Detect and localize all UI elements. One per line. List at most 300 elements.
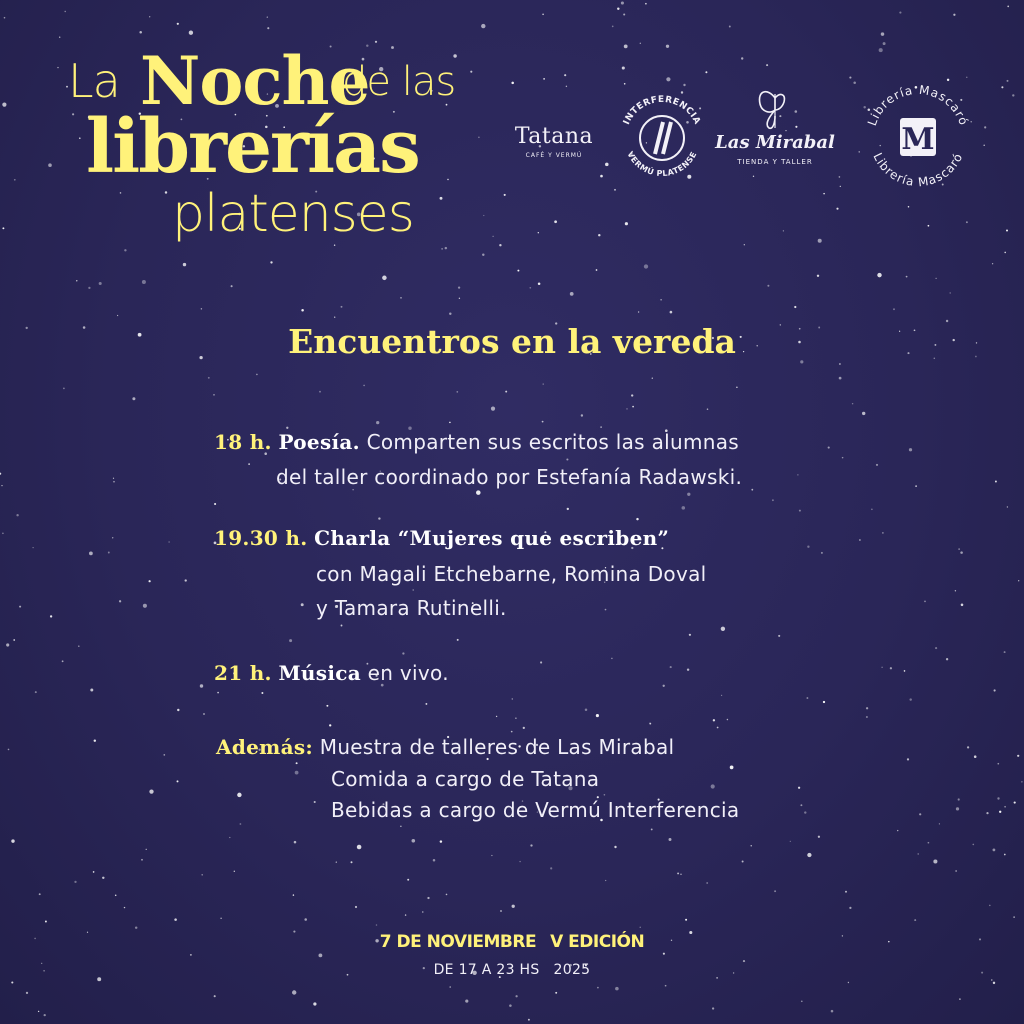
star bbox=[542, 13, 544, 15]
star bbox=[48, 163, 52, 167]
star bbox=[570, 292, 574, 296]
las-mirabal-logo-name: Las Mirabal bbox=[715, 132, 835, 153]
event-title bbox=[60, 40, 480, 260]
program-keyword: Música bbox=[278, 661, 361, 685]
star bbox=[1014, 802, 1016, 804]
star bbox=[638, 311, 639, 312]
program-item-charla-line3: y Tamara Rutinelli. bbox=[316, 596, 507, 620]
ademas-label: Además: bbox=[216, 735, 314, 759]
star bbox=[876, 464, 878, 466]
star bbox=[500, 910, 502, 912]
program-time: 19.30 h. bbox=[214, 526, 308, 550]
mascaro-ring-text-top: Librería Mascaró bbox=[864, 82, 972, 128]
star bbox=[974, 755, 977, 758]
ademas-item-2: Comida a cargo de Tatana bbox=[331, 767, 600, 791]
star bbox=[483, 215, 484, 216]
star bbox=[663, 953, 665, 955]
star bbox=[458, 286, 460, 288]
star bbox=[319, 391, 321, 393]
star bbox=[1007, 6, 1009, 8]
star bbox=[336, 861, 337, 862]
star bbox=[412, 839, 416, 843]
star bbox=[124, 907, 125, 908]
star bbox=[523, 727, 525, 729]
star bbox=[774, 890, 776, 892]
title-platenses: platenses bbox=[172, 184, 414, 244]
star bbox=[237, 793, 241, 797]
star bbox=[511, 82, 514, 85]
star bbox=[849, 77, 851, 79]
ademas-text: Muestra de talleres de Las Mirabal bbox=[319, 735, 675, 759]
star bbox=[801, 1000, 803, 1002]
star bbox=[208, 377, 210, 379]
star bbox=[189, 31, 193, 35]
interferencia-bottom-text: VERMÚ PLATENSE bbox=[625, 150, 699, 179]
star bbox=[783, 230, 784, 231]
star bbox=[958, 798, 960, 800]
star bbox=[407, 879, 409, 881]
star bbox=[459, 298, 460, 299]
star bbox=[828, 447, 830, 449]
star bbox=[1021, 781, 1022, 782]
star bbox=[492, 236, 493, 237]
star bbox=[400, 826, 401, 827]
star bbox=[512, 698, 513, 699]
star bbox=[234, 871, 235, 872]
program-keyword: Charla “Mujeres que escriben” bbox=[314, 526, 670, 550]
star bbox=[16, 514, 18, 516]
star bbox=[665, 985, 667, 987]
star bbox=[742, 861, 744, 863]
star bbox=[294, 841, 297, 844]
star bbox=[555, 992, 557, 994]
star bbox=[201, 308, 202, 309]
star bbox=[986, 812, 988, 814]
star bbox=[991, 979, 992, 980]
star bbox=[329, 724, 331, 726]
star bbox=[422, 911, 423, 912]
mascaro-monogram: M bbox=[901, 122, 935, 157]
star bbox=[919, 813, 921, 815]
star bbox=[217, 692, 219, 694]
star bbox=[295, 771, 299, 775]
star bbox=[405, 914, 406, 915]
star bbox=[849, 907, 851, 909]
program-time: 18 h. bbox=[214, 430, 272, 454]
star bbox=[1004, 854, 1006, 856]
star bbox=[623, 13, 625, 15]
star bbox=[636, 518, 638, 520]
star bbox=[248, 463, 250, 465]
libreria-mascaro-seal-icon bbox=[856, 76, 980, 200]
star bbox=[660, 299, 662, 301]
star bbox=[318, 953, 322, 957]
section-heading: Encuentros en la vereda bbox=[288, 322, 736, 361]
star bbox=[229, 837, 230, 838]
star bbox=[625, 222, 628, 225]
star bbox=[90, 689, 93, 692]
tatana-logo-name: Tatana bbox=[514, 124, 594, 149]
program-time: 21 h. bbox=[214, 661, 272, 685]
star bbox=[935, 278, 936, 279]
star bbox=[567, 508, 569, 510]
tatana-logo-subtitle: CAFÉ Y VERMÚ bbox=[525, 152, 583, 159]
star bbox=[924, 601, 926, 603]
star bbox=[881, 667, 882, 668]
star bbox=[799, 510, 801, 512]
star bbox=[866, 716, 868, 718]
star bbox=[32, 547, 33, 548]
star bbox=[190, 954, 192, 956]
star bbox=[836, 208, 838, 210]
program-description: en vivo. bbox=[367, 661, 449, 685]
star bbox=[632, 406, 634, 408]
star bbox=[614, 189, 616, 191]
star bbox=[270, 261, 272, 263]
star bbox=[893, 308, 895, 310]
star bbox=[705, 71, 707, 73]
star bbox=[821, 552, 823, 554]
star bbox=[504, 194, 506, 196]
star bbox=[141, 859, 143, 861]
libreria-mascaro-logo bbox=[856, 76, 980, 200]
star bbox=[11, 839, 14, 842]
star bbox=[862, 412, 865, 415]
star bbox=[481, 24, 485, 28]
star bbox=[707, 408, 709, 410]
star bbox=[1007, 506, 1008, 507]
star bbox=[955, 590, 956, 591]
star bbox=[617, 8, 619, 10]
star bbox=[108, 552, 110, 554]
star bbox=[45, 921, 47, 923]
star bbox=[909, 698, 911, 700]
star bbox=[142, 280, 146, 284]
star bbox=[2, 227, 4, 229]
star bbox=[729, 26, 731, 28]
star bbox=[512, 905, 515, 908]
star bbox=[946, 658, 948, 660]
footer-date: 7 DE NOVIEMBRE bbox=[379, 932, 537, 952]
star bbox=[670, 666, 672, 668]
star bbox=[59, 36, 60, 37]
star bbox=[727, 719, 729, 721]
star bbox=[687, 493, 690, 496]
footer-hours-year bbox=[0, 962, 1024, 978]
star bbox=[798, 787, 800, 789]
star bbox=[669, 838, 672, 841]
star bbox=[840, 186, 841, 187]
star bbox=[213, 394, 214, 395]
star bbox=[214, 503, 216, 505]
star bbox=[928, 842, 930, 844]
star bbox=[689, 634, 691, 636]
star bbox=[113, 478, 114, 479]
star bbox=[614, 846, 616, 848]
star bbox=[1017, 755, 1019, 757]
star bbox=[88, 287, 90, 289]
star bbox=[427, 897, 429, 899]
star bbox=[604, 794, 606, 796]
interferencia-logo bbox=[612, 88, 712, 188]
star bbox=[713, 719, 715, 721]
star bbox=[220, 918, 221, 919]
butterfly-icon bbox=[712, 86, 838, 136]
star bbox=[540, 661, 542, 663]
star bbox=[457, 639, 459, 641]
star bbox=[994, 689, 996, 691]
star bbox=[293, 894, 294, 895]
star bbox=[859, 539, 861, 541]
title-de-las: de las bbox=[342, 59, 456, 105]
star bbox=[983, 144, 985, 146]
star bbox=[890, 667, 892, 669]
program-item-musica bbox=[214, 661, 449, 685]
star bbox=[304, 918, 307, 921]
title-la: La bbox=[68, 54, 120, 108]
star bbox=[717, 727, 719, 729]
star bbox=[355, 906, 357, 908]
star bbox=[357, 845, 362, 850]
star bbox=[1007, 80, 1009, 82]
star bbox=[711, 784, 715, 788]
star bbox=[376, 924, 378, 926]
star bbox=[491, 407, 495, 411]
star bbox=[89, 552, 93, 556]
star bbox=[177, 709, 179, 711]
star bbox=[341, 306, 343, 308]
star bbox=[174, 918, 177, 921]
star bbox=[78, 645, 80, 647]
star bbox=[38, 1011, 39, 1012]
star bbox=[456, 391, 458, 393]
star bbox=[99, 282, 102, 285]
star bbox=[132, 397, 135, 400]
star bbox=[292, 990, 296, 994]
footer-edition: V EDICIÓN bbox=[550, 932, 645, 952]
star bbox=[682, 506, 686, 510]
star bbox=[465, 1000, 468, 1003]
star bbox=[666, 45, 669, 48]
star bbox=[177, 23, 179, 25]
star bbox=[624, 45, 628, 49]
star bbox=[515, 995, 517, 997]
star bbox=[966, 221, 968, 223]
star bbox=[877, 273, 881, 277]
star bbox=[967, 746, 969, 748]
star bbox=[624, 83, 626, 85]
star bbox=[425, 703, 427, 705]
star bbox=[721, 695, 722, 696]
star bbox=[953, 14, 955, 16]
star bbox=[168, 541, 169, 542]
star bbox=[363, 385, 365, 387]
star bbox=[511, 731, 513, 733]
star bbox=[915, 485, 917, 487]
star bbox=[35, 691, 37, 693]
star bbox=[683, 84, 685, 86]
interferencia-seal-icon bbox=[612, 88, 712, 188]
star bbox=[839, 377, 842, 380]
program-item-charla-line2: con Magali Etchebarne, Romina Doval bbox=[316, 562, 707, 586]
star bbox=[597, 987, 599, 989]
star bbox=[730, 766, 734, 770]
star bbox=[751, 845, 752, 846]
star bbox=[907, 758, 909, 760]
star bbox=[842, 457, 844, 459]
svg-text:VERMÚ PLATENSE bbox=[625, 150, 698, 178]
star bbox=[102, 877, 104, 879]
star bbox=[852, 403, 853, 404]
star bbox=[519, 861, 520, 862]
program-keyword: Poesía. bbox=[278, 430, 360, 454]
star bbox=[119, 600, 121, 602]
star bbox=[301, 309, 304, 312]
star bbox=[550, 867, 552, 869]
star bbox=[897, 830, 898, 831]
star bbox=[800, 804, 802, 806]
star bbox=[296, 762, 298, 764]
star bbox=[149, 580, 151, 582]
star bbox=[378, 517, 380, 519]
star bbox=[267, 16, 268, 17]
ademas-item-1 bbox=[216, 735, 674, 759]
star bbox=[201, 874, 203, 876]
star bbox=[261, 692, 263, 694]
star bbox=[1012, 94, 1014, 96]
star bbox=[949, 292, 950, 293]
star bbox=[600, 426, 602, 428]
star bbox=[581, 414, 583, 416]
star bbox=[446, 894, 448, 896]
star bbox=[400, 297, 401, 298]
star bbox=[935, 647, 937, 649]
star bbox=[2, 532, 4, 534]
star bbox=[11, 981, 13, 983]
star bbox=[615, 987, 619, 991]
star bbox=[376, 421, 379, 424]
star bbox=[995, 481, 997, 483]
star bbox=[203, 713, 205, 715]
star bbox=[314, 801, 316, 803]
star bbox=[959, 998, 961, 1000]
star bbox=[961, 604, 964, 607]
star bbox=[1004, 806, 1006, 808]
star bbox=[666, 77, 670, 81]
star bbox=[44, 1014, 46, 1016]
star bbox=[14, 179, 16, 181]
star bbox=[289, 639, 292, 642]
star bbox=[382, 276, 387, 281]
star bbox=[1018, 580, 1019, 581]
star bbox=[26, 992, 28, 994]
star bbox=[135, 926, 137, 928]
star bbox=[778, 635, 780, 637]
star bbox=[989, 905, 991, 907]
star bbox=[823, 701, 825, 703]
star bbox=[807, 546, 809, 548]
star bbox=[605, 880, 606, 881]
star bbox=[117, 315, 118, 316]
program-item-charla bbox=[214, 526, 669, 550]
star bbox=[879, 48, 883, 52]
star bbox=[839, 176, 841, 178]
star bbox=[882, 532, 884, 534]
star bbox=[883, 42, 886, 45]
star bbox=[744, 244, 745, 245]
star bbox=[19, 606, 21, 608]
star bbox=[1001, 86, 1003, 88]
program-description: Comparten sus escritos las alumnas bbox=[366, 430, 739, 454]
star bbox=[433, 859, 436, 862]
star bbox=[112, 537, 113, 538]
star bbox=[955, 870, 956, 871]
star bbox=[529, 287, 531, 289]
star bbox=[538, 282, 541, 285]
star bbox=[74, 881, 76, 883]
star bbox=[621, 1, 624, 4]
star bbox=[766, 64, 768, 66]
star bbox=[143, 604, 147, 608]
star bbox=[645, 3, 647, 5]
star bbox=[402, 652, 404, 654]
star bbox=[352, 489, 353, 490]
star bbox=[909, 448, 912, 451]
star bbox=[413, 589, 414, 590]
star bbox=[115, 895, 117, 897]
star bbox=[790, 841, 791, 842]
star bbox=[476, 490, 481, 495]
star bbox=[4, 17, 6, 19]
star bbox=[956, 807, 959, 810]
star bbox=[794, 306, 796, 308]
las-mirabal-logo bbox=[712, 86, 838, 176]
star bbox=[823, 193, 825, 195]
star bbox=[326, 705, 328, 707]
star bbox=[605, 609, 607, 611]
star bbox=[845, 891, 847, 893]
svg-text:INTERFERENCIA bbox=[622, 95, 702, 126]
star bbox=[871, 509, 873, 511]
title-noche: Noche bbox=[140, 42, 370, 120]
star bbox=[13, 639, 15, 641]
star bbox=[64, 11, 65, 12]
footer-date-edition bbox=[0, 932, 1024, 952]
star bbox=[1, 485, 2, 486]
star bbox=[804, 811, 806, 813]
star bbox=[564, 74, 566, 76]
star bbox=[899, 12, 901, 14]
star bbox=[652, 378, 653, 379]
star bbox=[530, 844, 532, 846]
star bbox=[528, 1019, 530, 1021]
star bbox=[1013, 916, 1014, 917]
star bbox=[341, 625, 343, 627]
star bbox=[440, 840, 442, 842]
star bbox=[566, 86, 567, 87]
las-mirabal-logo-subtitle: TIENDA Y TALLER bbox=[737, 158, 813, 166]
star bbox=[334, 317, 335, 318]
star bbox=[767, 285, 769, 287]
star bbox=[499, 244, 501, 246]
star bbox=[449, 313, 451, 315]
star bbox=[543, 78, 545, 80]
star bbox=[554, 220, 557, 223]
star bbox=[538, 232, 539, 233]
star bbox=[866, 707, 868, 709]
star bbox=[267, 27, 269, 29]
star bbox=[1006, 229, 1008, 231]
